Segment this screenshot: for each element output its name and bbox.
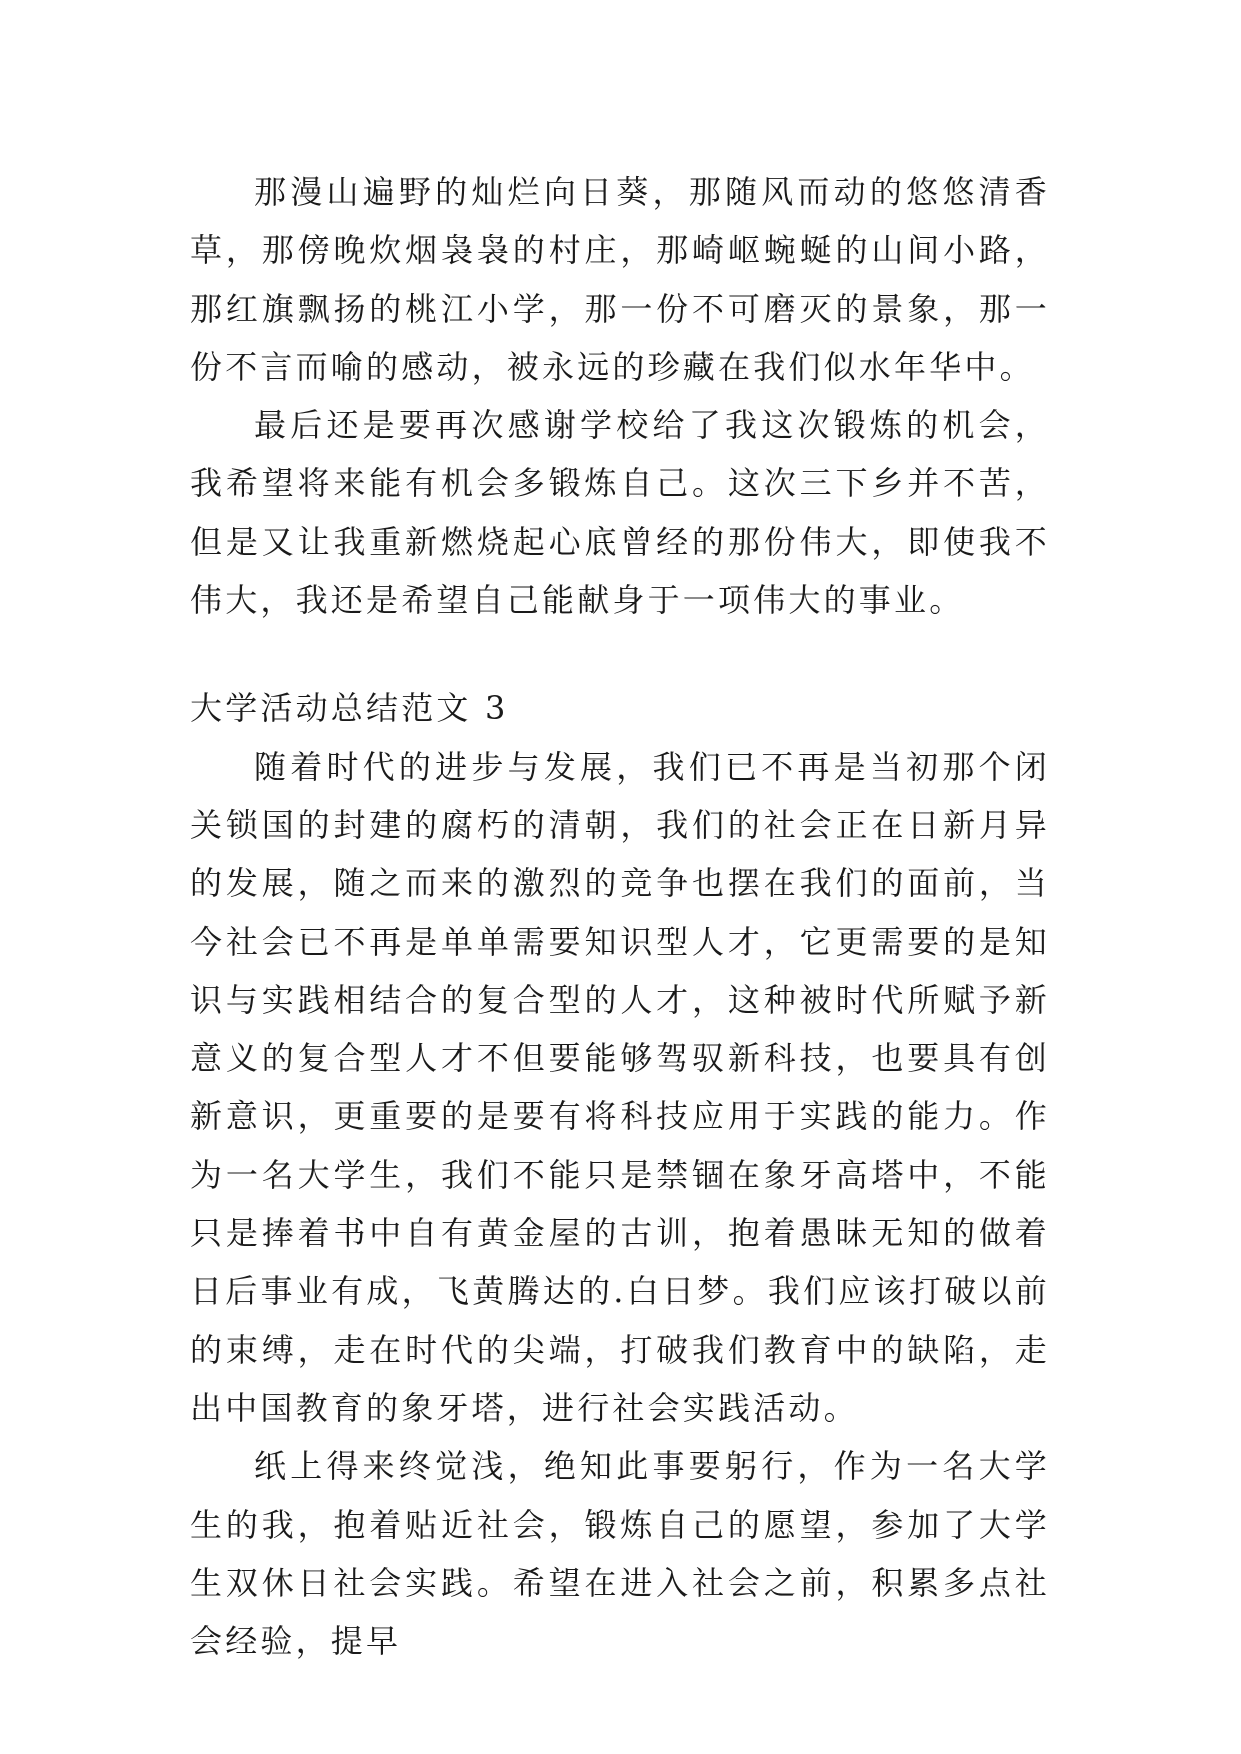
paragraph-sunflower-memories: 那漫山遍野的灿烂向日葵，那随风而动的悠悠清香草，那傍晚炊烟袅袅的村庄，那崎岖蜿蜒的山间小路，那红旗飘扬的桃江小学，那一份不可磨灭的景象，那一份不言而喻的感动，被永远的珍藏在我们似水年华中。 <box>190 173 1050 386</box>
paragraph-weekend-practice: 纸上得来终觉浅，绝知此事要躬行，作为一名大学生的我，抱着贴近社会，锻炼自己的愿望，参加了大学生双休日社会实践。希望在进入社会之前，积累多点社会经验，提早 <box>190 1447 1050 1661</box>
paragraph-thanks-school: 最后还是要再次感谢学校给了我这次锻炼的机会，我希望将来能有机会多锻炼自己。这次三下乡并不苦，但是又让我重新燃烧起心底曾经的那份伟大，即使我不伟大，我还是希望自己能献身于一项伟大的事业。 <box>190 406 1050 620</box>
paragraph-social-practice-intro: 随着时代的进步与发展，我们已不再是当初那个闭关锁国的封建的腐朽的清朝，我们的社会正在日新月异的发展，随之而来的激烈的竞争也摆在我们的面前，当今社会已不再是单单需要知识型人才，它更需要的是知识与实践相结合的复合型的人才，这种被时代所赋予新意义的复合型人才不但要能够驾驭新科技，也要具有创新意识，更重要的是要有将科技应用于实践的能力。作为一名大学生，我们不能只是禁锢在象牙高塔中，不能只是捧着书中自有黄金屋的古训，抱着愚昧无知的做着日后事业有成，飞黄腾达的.白日梦。我们应该打破以前的束缚，走在时代的尖端，打破我们教育中的缺陷，走出中国教育的象牙塔，进行社会实践活动。 <box>190 747 1050 1427</box>
section-heading: 大学活动总结范文 3 <box>190 689 509 728</box>
document-body <box>190 163 1050 1670</box>
